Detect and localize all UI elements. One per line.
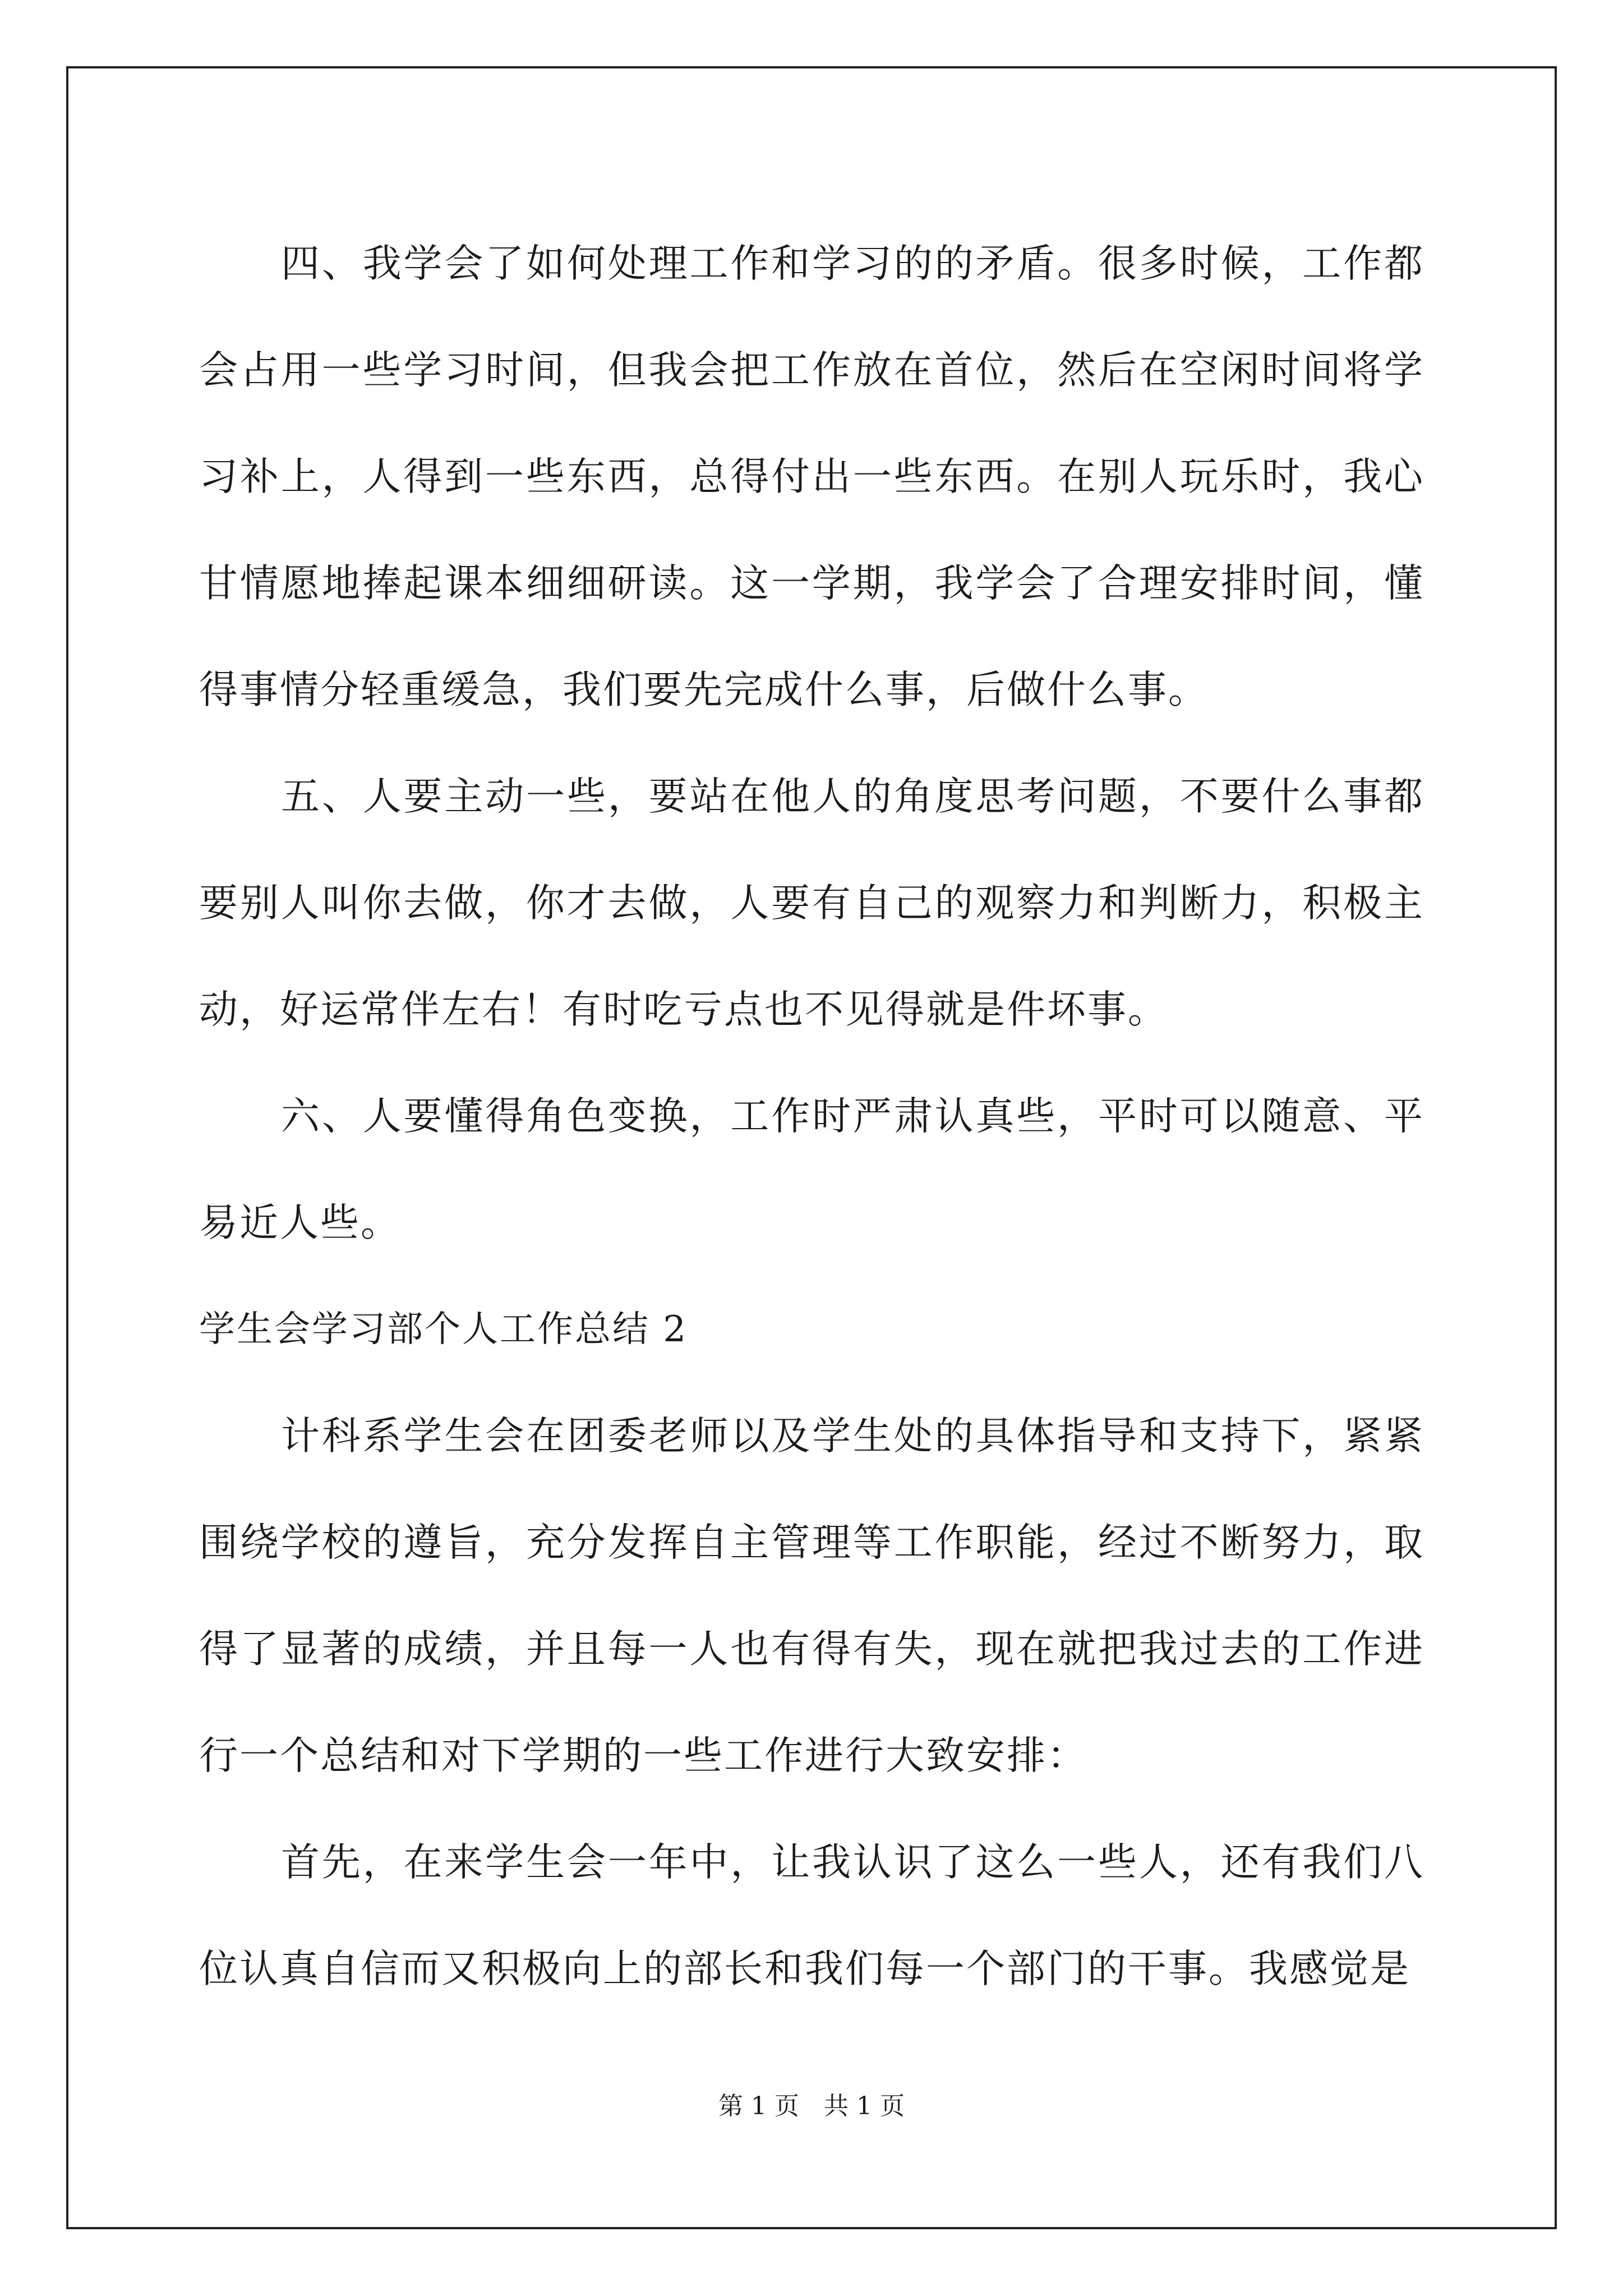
document-body — [199, 210, 1424, 2022]
page-number-current: 第 1 页 — [718, 2092, 799, 2120]
paragraph-intro: 计科系学生会在团委老师以及学生处的具体指导和支持下，紧紧围绕学校的遵旨，充分发挥自主管理等工作职能，经过不断努力，取得了显著的成绩，并且每一人也有得有失，现在就把我过去的工作进行一个总结和对下学期的一些工作进行大致安排： — [199, 1414, 1424, 1778]
paragraph-item-4: 四、我学会了如何处理工作和学习的的矛盾。很多时候，工作都会占用一些学习时间，但我会把工作放在首位，然后在空闲时间将学习补上，人得到一些东西，总得付出一些东西。在别人玩乐时，我心甘情愿地捧起课本细细研读。这一学期，我学会了合理安排时间，懂得事情分轻重缓急，我们要先完成什么事，后做什么事。 — [199, 241, 1424, 712]
page-footer — [0, 2090, 1623, 2123]
page-number-total: 共 1 页 — [824, 2092, 905, 2120]
paragraph-item-6: 六、人要懂得角色变换，工作时严肃认真些，平时可以随意、平易近人些。 — [199, 1094, 1424, 1245]
paragraph-item-5: 五、人要主动一些，要站在他人的角度思考问题，不要什么事都要别人叫你去做，你才去做，人要有自己的观察力和判断力，积极主动，好运常伴左右！有时吃亏点也不见得就是件坏事。 — [199, 774, 1424, 1032]
paragraph-first: 首先，在来学生会一年中，让我认识了这么一些人，还有我们八位认真自信而又积极向上的部长和我们每一个部门的干事。我感觉是 — [199, 1840, 1424, 1991]
section-heading: 学生会学习部个人工作总结 2 — [199, 1309, 688, 1350]
